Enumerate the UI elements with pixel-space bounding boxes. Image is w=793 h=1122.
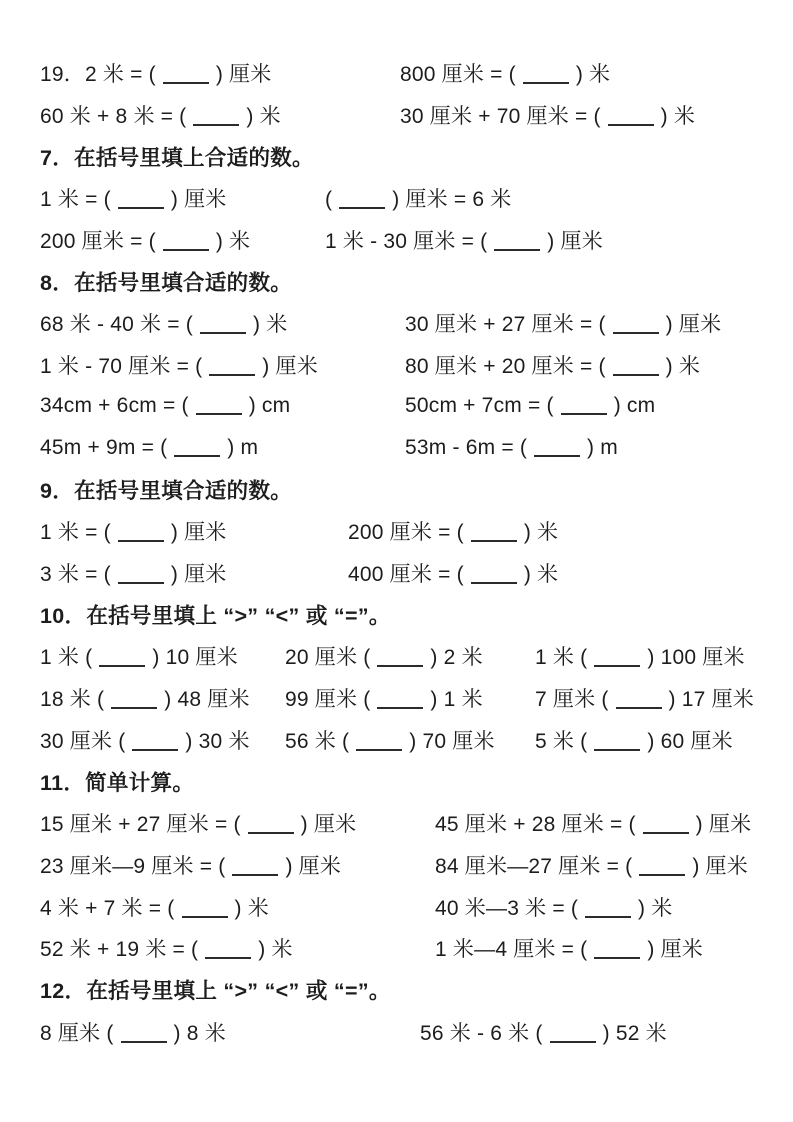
answer-blank (196, 413, 242, 415)
problem-expression: 50cm + 7cm = ( ) cm (405, 394, 656, 418)
problem-expression: 20 厘米 ( ) 2 米 (285, 646, 483, 670)
problem-expression: 18 米 ( ) 48 厘米 (40, 688, 250, 712)
answer-blank (182, 916, 228, 918)
problem-row (40, 636, 763, 678)
answer-blank (494, 249, 540, 251)
problem-row (40, 302, 763, 344)
problem-expression: 52 米 + 19 米 = ( ) 米 (40, 938, 293, 962)
problem-row (40, 844, 763, 886)
answer-blank (132, 749, 178, 751)
problem-row (40, 719, 763, 761)
answer-blank (377, 707, 423, 709)
problem-expression: 19．2 米 = ( ) 厘米 (40, 62, 272, 86)
problem-expression: 200 厘米 = ( ) 米 (40, 229, 251, 253)
answer-blank (163, 249, 209, 251)
answer-blank (248, 832, 294, 834)
answer-blank (99, 665, 145, 667)
answer-blank (111, 707, 157, 709)
problem-row (40, 344, 763, 386)
problem-row (40, 677, 763, 719)
problem-row (40, 386, 763, 428)
problem-expression: 800 厘米 = ( ) 米 (400, 62, 611, 86)
problem-expression: 200 厘米 = ( ) 米 (348, 521, 559, 545)
answer-blank (613, 374, 659, 376)
problem-row (40, 94, 763, 136)
problem-expression: 1 米 = ( ) 厘米 (40, 521, 227, 545)
answer-blank (585, 916, 631, 918)
problem-expression: 56 米 - 6 米 ( ) 52 米 (420, 1021, 667, 1045)
section-heading: 10．在括号里填上 “>” “<” 或 “=”。 (40, 604, 391, 629)
problem-expression: 99 厘米 ( ) 1 米 (285, 688, 483, 712)
answer-blank (193, 124, 239, 126)
answer-blank (163, 82, 209, 84)
answer-blank (356, 749, 402, 751)
problem-expression: 84 厘米—27 厘米 = ( ) 厘米 (435, 854, 748, 878)
section-7 (40, 135, 763, 260)
answer-blank (594, 957, 640, 959)
problem-row (40, 52, 763, 94)
answer-blank (118, 207, 164, 209)
section-11 (40, 761, 763, 969)
problem-row (40, 177, 763, 219)
problem-expression: 30 厘米 + 70 厘米 = ( ) 米 (400, 104, 696, 128)
answer-blank (174, 455, 220, 457)
answer-blank (534, 455, 580, 457)
problem-expression: 400 厘米 = ( ) 米 (348, 563, 559, 587)
problem-row (40, 511, 763, 553)
answer-blank (471, 540, 517, 542)
answer-blank (594, 665, 640, 667)
section-8 (40, 260, 763, 468)
problem-expression: 1 米—4 厘米 = ( ) 厘米 (435, 938, 703, 962)
problem-expression: 1 米 ( ) 10 厘米 (40, 646, 238, 670)
problem-expression: 80 厘米 + 20 厘米 = ( ) 米 (405, 354, 701, 378)
answer-blank (205, 957, 251, 959)
problem-expression: 34cm + 6cm = ( ) cm (40, 394, 291, 418)
problem-expression: 1 米 - 30 厘米 = ( ) 厘米 (325, 229, 603, 253)
answer-blank (639, 874, 685, 876)
problem-expression: 56 米 ( ) 70 厘米 (285, 729, 495, 753)
section-9 (40, 469, 763, 594)
answer-blank (118, 582, 164, 584)
problem-row (40, 552, 763, 594)
problem-expression: 30 厘米 ( ) 30 米 (40, 729, 250, 753)
problem-expression: 45m + 9m = ( ) m (40, 436, 259, 460)
answer-blank (550, 1041, 596, 1043)
answer-blank (339, 207, 385, 209)
section-heading: 7．在括号里填上合适的数。 (40, 145, 314, 170)
problem-expression: 1 米 ( ) 100 厘米 (535, 646, 745, 670)
answer-blank (523, 82, 569, 84)
answer-blank (616, 707, 662, 709)
problem-expression: 30 厘米 + 27 厘米 = ( ) 厘米 (405, 312, 722, 336)
problem-row (40, 1011, 763, 1053)
answer-blank (118, 540, 164, 542)
problem-expression: 15 厘米 + 27 厘米 = ( ) 厘米 (40, 813, 357, 837)
section-heading: 11．简单计算。 (40, 771, 195, 796)
problem-expression: 1 米 - 70 厘米 = ( ) 厘米 (40, 354, 318, 378)
problem-expression: 3 米 = ( ) 厘米 (40, 563, 227, 587)
section-heading: 12．在括号里填上 “>” “<” 或 “=”。 (40, 979, 391, 1004)
problem-expression: 5 米 ( ) 60 厘米 (535, 729, 733, 753)
answer-blank (561, 413, 607, 415)
problem-expression: 40 米—3 米 = ( ) 米 (435, 896, 673, 920)
answer-blank (643, 832, 689, 834)
answer-blank (200, 332, 246, 334)
answer-blank (377, 665, 423, 667)
section-12 (40, 969, 763, 1052)
problem-row (40, 886, 763, 928)
problem-expression: ( ) 厘米 = 6 米 (325, 187, 512, 211)
problem-row (40, 802, 763, 844)
problem-expression: 23 厘米—9 厘米 = ( ) 厘米 (40, 854, 342, 878)
answer-blank (608, 124, 654, 126)
section-6-continued (40, 52, 763, 135)
problem-row (40, 427, 763, 469)
problem-row (40, 219, 763, 261)
problem-expression: 45 厘米 + 28 厘米 = ( ) 厘米 (435, 813, 752, 837)
section-10 (40, 594, 763, 761)
answer-blank (613, 332, 659, 334)
answer-blank (209, 374, 255, 376)
section-heading: 9．在括号里填合适的数。 (40, 479, 293, 504)
problem-expression: 53m - 6m = ( ) m (405, 436, 618, 460)
problem-expression: 4 米 + 7 米 = ( ) 米 (40, 896, 269, 920)
answer-blank (594, 749, 640, 751)
problem-expression: 1 米 = ( ) 厘米 (40, 187, 227, 211)
problem-expression: 8 厘米 ( ) 8 米 (40, 1021, 226, 1045)
problem-expression: 7 厘米 ( ) 17 厘米 (535, 688, 754, 712)
answer-blank (121, 1041, 167, 1043)
section-heading: 8．在括号里填合适的数。 (40, 270, 293, 295)
problem-row (40, 927, 763, 969)
problem-expression: 60 米 + 8 米 = ( ) 米 (40, 104, 281, 128)
problem-expression: 68 米 - 40 米 = ( ) 米 (40, 312, 288, 336)
answer-blank (232, 874, 278, 876)
answer-blank (471, 582, 517, 584)
